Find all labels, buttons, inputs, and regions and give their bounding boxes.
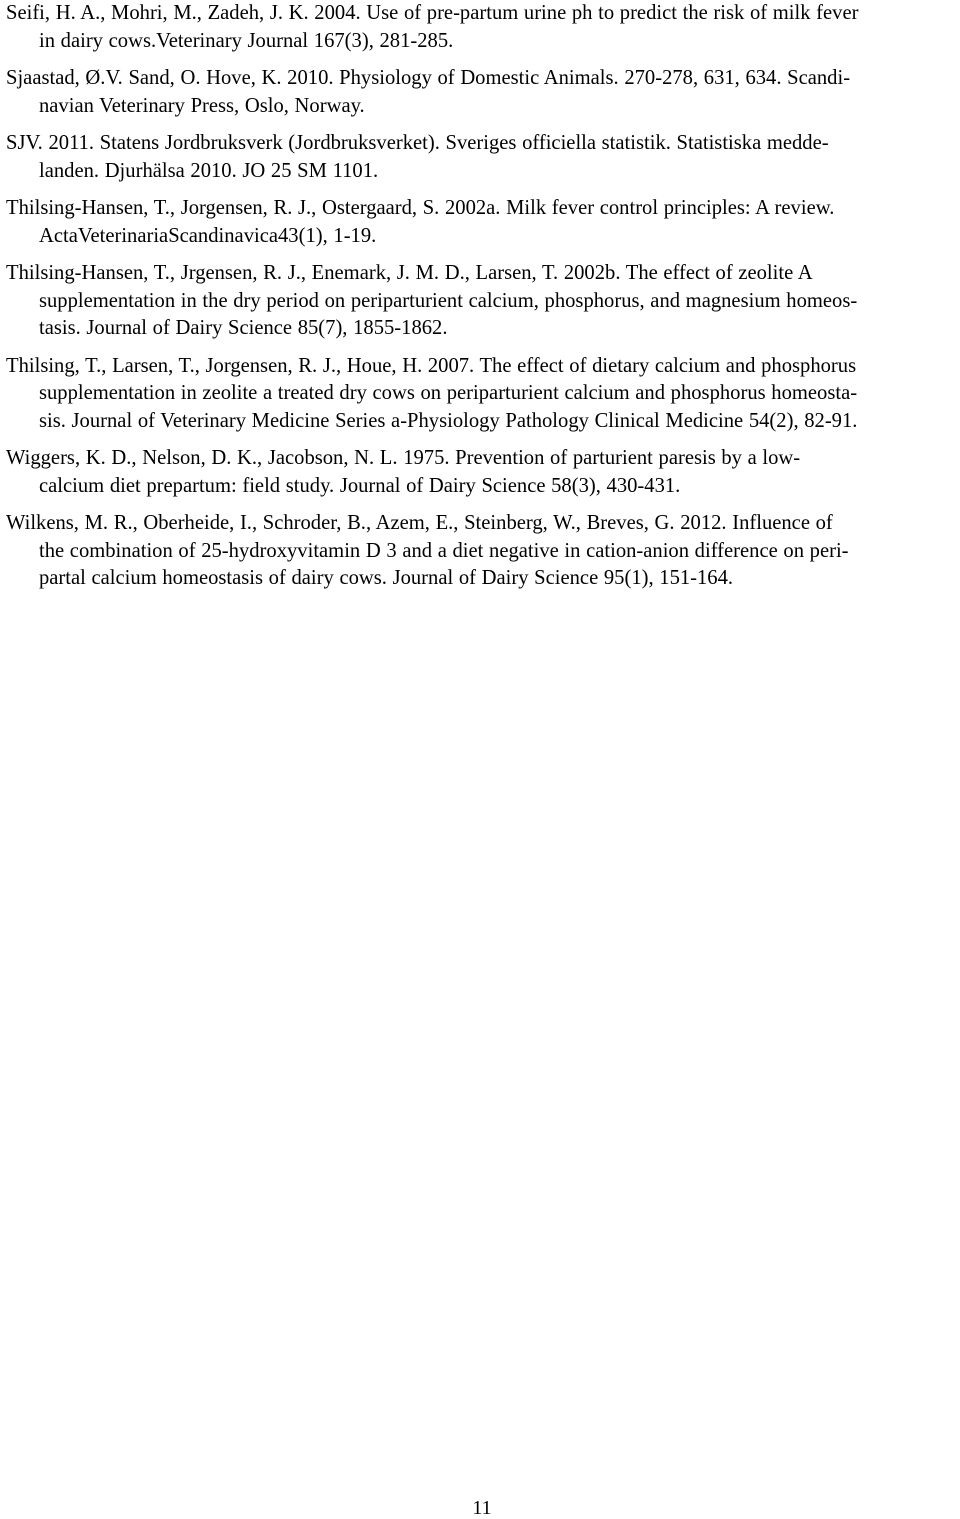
reference-line: Thilsing-Hansen, T., Jrgensen, R. J., Enemark, J. M. D., Larsen, T. 2002b. The effect of zeolite A	[6, 262, 813, 284]
reference-line: navian Veterinary Press, Oslo, Norway.	[39, 94, 365, 117]
reference-entry-sjv	[6, 130, 956, 185]
reference-entry-thilsing-2007	[6, 353, 956, 436]
reference-line: ActaVeterinariaScandinavica43(1), 1-19.	[39, 224, 377, 247]
reference-line: Wiggers, K. D., Nelson, D. K., Jacobson, N. L. 1975. Prevention of parturient paresis by a low-	[6, 447, 801, 469]
reference-line: in dairy cows.Veterinary Journal 167(3), 281-285.	[39, 29, 454, 52]
reference-line: Thilsing, T., Larsen, T., Jorgensen, R. J., Houe, H. 2007. The effect of dietary calcium and phosphorus	[6, 354, 857, 377]
reference-line: tasis. Journal of Dairy Science 85(7), 1855-1862.	[39, 317, 448, 339]
reference-line: calcium diet prepartum: field study. Journal of Dairy Science 58(3), 430-431.	[39, 474, 681, 497]
reference-entry-seifi	[6, 0, 956, 55]
reference-entry-sjaastad	[6, 65, 956, 120]
reference-line: Thilsing-Hansen, T., Jorgensen, R. J., Ostergaard, S. 2002a. Milk fever control principles: A review.	[6, 197, 835, 219]
reference-line: supplementation in the dry period on periparturient calcium, phosphorus, and magnesium homeos-	[39, 289, 858, 312]
reference-line: landen. Djurhälsa 2010. JO 25 SM 1101.	[39, 159, 379, 182]
reference-line: partal calcium homeostasis of dairy cows. Journal of Dairy Science 95(1), 151-164.	[39, 567, 734, 589]
reference-entry-wiggers	[6, 445, 956, 500]
reference-line: Seifi, H. A., Mohri, M., Zadeh, J. K. 2004. Use of pre-partum urine ph to predict the risk of milk fever	[6, 2, 859, 24]
reference-line: sis. Journal of Veterinary Medicine Series a-Physiology Pathology Clinical Medicine 54(2), 82-91.	[39, 409, 858, 432]
reference-line: the combination of 25-hydroxyvitamin D 3 and a diet negative in cation-anion difference on peri-	[39, 539, 849, 562]
page-number: 11	[472, 1497, 492, 1519]
reference-entry-thilsing-hansen-2002a	[6, 195, 956, 250]
reference-entry-wilkens	[6, 510, 956, 593]
reference-line: SJV. 2011. Statens Jordbruksverk (Jordbruksverket). Sveriges officiella statistik. Statistiska medde-	[6, 132, 829, 154]
reference-line: Sjaastad, Ø.V. Sand, O. Hove, K. 2010. Physiology of Domestic Animals. 270-278, 631, 634. Scandi-	[6, 67, 851, 89]
reference-entry-thilsing-hansen-2002b	[6, 260, 956, 343]
reference-line: supplementation in zeolite a treated dry cows on periparturient calcium and phosphorus homeosta-	[39, 382, 858, 404]
reference-list	[6, 0, 956, 603]
reference-line: Wilkens, M. R., Oberheide, I., Schroder, B., Azem, E., Steinberg, W., Breves, G. 2012. Influence of	[6, 512, 833, 534]
